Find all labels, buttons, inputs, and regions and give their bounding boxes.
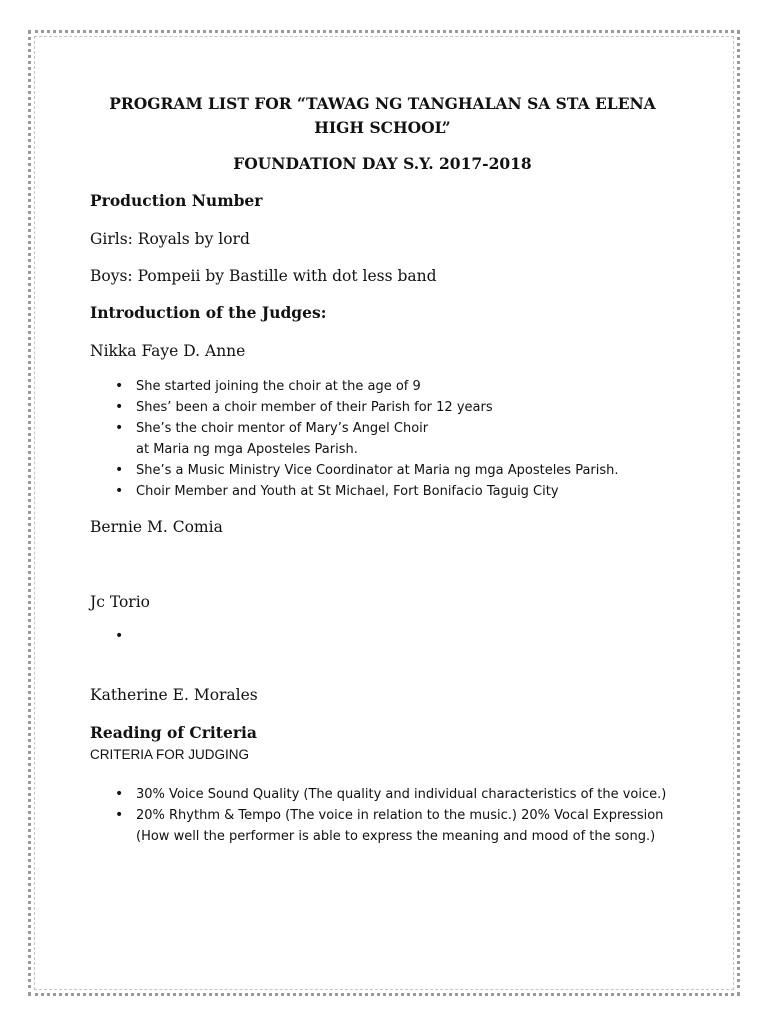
criteria-heading: Reading of Criteria bbox=[90, 723, 257, 742]
judge-name: Jc Torio bbox=[90, 593, 150, 611]
criteria-item: • 30% Voice Sound Quality (The quality and individual characteristics of the voice.) bbox=[136, 784, 676, 805]
judge-bio-item: • She’s a Music Ministry Vice Coordinator at Maria ng mga Aposteles Parish. bbox=[136, 460, 675, 481]
judge-name: Katherine E. Morales bbox=[90, 686, 258, 704]
judge-name: Bernie M. Comia bbox=[90, 518, 223, 536]
empty-bullet-list bbox=[90, 626, 675, 648]
judge-bio-list bbox=[90, 376, 675, 502]
production-girls: Girls: Royals by lord bbox=[90, 230, 250, 248]
judges-heading: Introduction of the Judges: bbox=[90, 303, 327, 322]
judge-name: Nikka Faye D. Anne bbox=[90, 342, 246, 360]
judge-bio-item: • Shes’ been a choir member of their Parish for 12 years bbox=[136, 397, 675, 418]
criteria-label: CRITERIA FOR JUDGING bbox=[90, 747, 250, 762]
document-body bbox=[90, 92, 675, 847]
criteria-item: • 20% Rhythm & Tempo (The voice in relation to the music.) 20% Vocal Expression (How well the performer is able to express the meaning and mood of the song.) bbox=[136, 805, 676, 847]
judge-bio-item: • She’s the choir mentor of Mary’s Angel Choir at Maria ng mga Aposteles Parish. bbox=[136, 418, 675, 460]
judge-bio-item: • She started joining the choir at the age of 9 bbox=[136, 376, 675, 397]
judge-bio-item: • Choir Member and Youth at St Michael, Fort Bonifacio Taguig City bbox=[136, 481, 675, 502]
document-subtitle: FOUNDATION DAY S.Y. 2017-2018 bbox=[233, 154, 532, 173]
production-heading: Production Number bbox=[90, 191, 263, 210]
production-boys: Boys: Pompeii by Bastille with dot less band bbox=[90, 267, 437, 285]
criteria-list bbox=[90, 784, 676, 847]
document-title: PROGRAM LIST FOR “TAWAG NG TANGHALAN SA STA ELENA HIGH SCHOOL” bbox=[109, 94, 656, 137]
